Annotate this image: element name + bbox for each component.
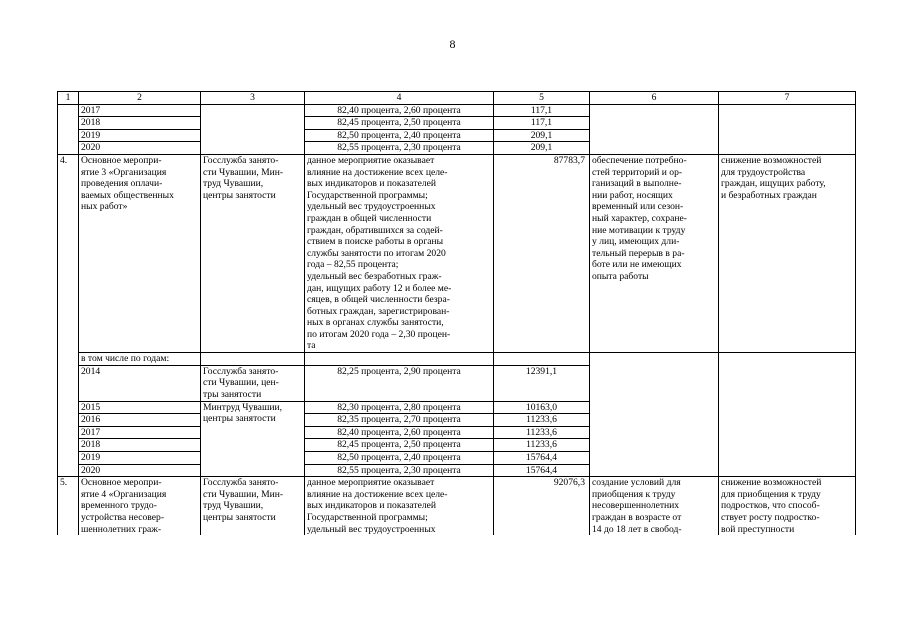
executors-cell: Госслужба занято- сти Чувашии, цен- тры занятости [201, 365, 305, 401]
empty-cell [58, 104, 79, 154]
year-cell: 2017 [79, 426, 201, 439]
year-cell: 2019 [79, 452, 201, 465]
year-cell: 2016 [79, 414, 201, 427]
indicator-cell: данное мероприятие оказывает влияние на достижение всех целе- вых индикаторов и показателей Государственной программы; удельный вес трудоустроенных [305, 477, 494, 535]
header-cell: 6 [590, 92, 719, 105]
header-cell: 1 [58, 92, 79, 105]
executors-cell: Минтруд Чувашии, центры занятости [201, 401, 305, 477]
table-row [58, 154, 856, 352]
year-cell: 2020 [79, 142, 201, 155]
indicator-cell: 82,45 процента, 2,50 процента [305, 117, 494, 130]
amount-cell: 92076,3 [494, 477, 590, 535]
amount-cell: 209,1 [494, 142, 590, 155]
header-cell: 2 [79, 92, 201, 105]
year-cell: 2017 [79, 104, 201, 117]
indicator-cell: 82,25 процента, 2,90 процента [305, 365, 494, 401]
year-cell: 2018 [79, 117, 201, 130]
indicator-cell: 82,50 процента, 2,40 процента [305, 452, 494, 465]
amount-cell: 117,1 [494, 117, 590, 130]
header-cell: 7 [719, 92, 856, 105]
header-cell: 4 [305, 92, 494, 105]
item-number: 4. [58, 154, 79, 476]
indicator-cell: 82,55 процента, 2,30 процента [305, 464, 494, 477]
result-cell: обеспечение потребно- стей территорий и ор- ганизаций в выполне- нии работ, носящих временный или сезон- ный характер, сохране- ние мотивации к труду у лиц, имеющих дли- тельный перерыв в ра- боте или не имеющих опыта работы [590, 154, 719, 352]
executors-cell: Госслужба занято- сти Чувашии, Мин- труд Чувашии, центры занятости [201, 477, 305, 535]
year-cell: 2019 [79, 129, 201, 142]
indicator-cell: 82,55 процента, 2,30 процента [305, 142, 494, 155]
empty-cell [494, 353, 590, 366]
page-number: 8 [449, 37, 456, 51]
indicator-cell: 82,40 процента, 2,60 процента [305, 426, 494, 439]
header-cell: 3 [201, 92, 305, 105]
year-cell: 2015 [79, 401, 201, 414]
year-cell: 2018 [79, 439, 201, 452]
amount-cell: 15764,4 [494, 452, 590, 465]
empty-cell [719, 353, 856, 477]
by-years-label: в том числе по годам: [79, 353, 201, 366]
amount-cell: 209,1 [494, 129, 590, 142]
indicator-cell: 82,30 процента, 2,80 процента [305, 401, 494, 414]
amount-cell: 11233,6 [494, 414, 590, 427]
amount-cell: 87783,7 [494, 154, 590, 352]
amount-cell: 15764,4 [494, 464, 590, 477]
table-row [58, 477, 856, 535]
amount-cell: 11233,6 [494, 426, 590, 439]
year-cell: 2014 [79, 365, 201, 401]
empty-cell [719, 104, 856, 154]
amount-cell: 11233,6 [494, 439, 590, 452]
amount-cell: 117,1 [494, 104, 590, 117]
item-number: 5. [58, 477, 79, 535]
effect-cell: снижение возможностей для приобщения к труду подростков, что способ- ствует росту подростко- вой преступности [719, 477, 856, 535]
empty-cell [201, 104, 305, 154]
indicator-cell: данное мероприятие оказывает влияние на достижение всех целе- вых индикаторов и показателей Государственной программы; удельный вес трудоустроенных граждан в общей численности граждан, обратившихся за содей- ствием в поиске работы в органы службы занятости по итогам 2020 года – 82,55 процента; удельный вес безработных граж- дан, ищущих работу 12 и более ме- сяцев, в общей численности безра- ботных граждан, зарегистрирован- ных в органах службы занятости, по итогам 2020 года – 2,30 процен- та [305, 154, 494, 352]
empty-cell [201, 353, 305, 366]
program-measures-table [57, 91, 856, 535]
indicator-cell: 82,40 процента, 2,60 процента [305, 104, 494, 117]
indicator-cell: 82,45 процента, 2,50 процента [305, 439, 494, 452]
indicator-cell: 82,50 процента, 2,40 процента [305, 129, 494, 142]
year-cell: 2020 [79, 464, 201, 477]
header-cell: 5 [494, 92, 590, 105]
amount-cell: 10163,0 [494, 401, 590, 414]
table-header-row [58, 92, 856, 105]
executors-cell: Госслужба занято- сти Чувашии, Мин- труд Чувашии, центры занятости [201, 154, 305, 352]
empty-cell [590, 104, 719, 154]
result-cell: создание условий для приобщения к труду несовершеннолетних граждан в возрасте от 14 до 18 лет в свобод- [590, 477, 719, 535]
measure-name-cell: Основное меропри- ятие 3 «Организация проведения оплачи- ваемых общественных ных работ» [79, 154, 201, 352]
measure-name-cell: Основное меропри- ятие 4 «Организация временного трудо- устройства несовер- шеннолетних граж- [79, 477, 201, 535]
table-row [58, 353, 856, 366]
indicator-cell: 82,35 процента, 2,70 процента [305, 414, 494, 427]
table-row [58, 104, 856, 117]
amount-cell: 12391,1 [494, 365, 590, 401]
effect-cell: снижение возможностей для трудоустройства граждан, ищущих работу, и безработных граждан [719, 154, 856, 352]
empty-cell [305, 353, 494, 366]
empty-cell [590, 353, 719, 477]
